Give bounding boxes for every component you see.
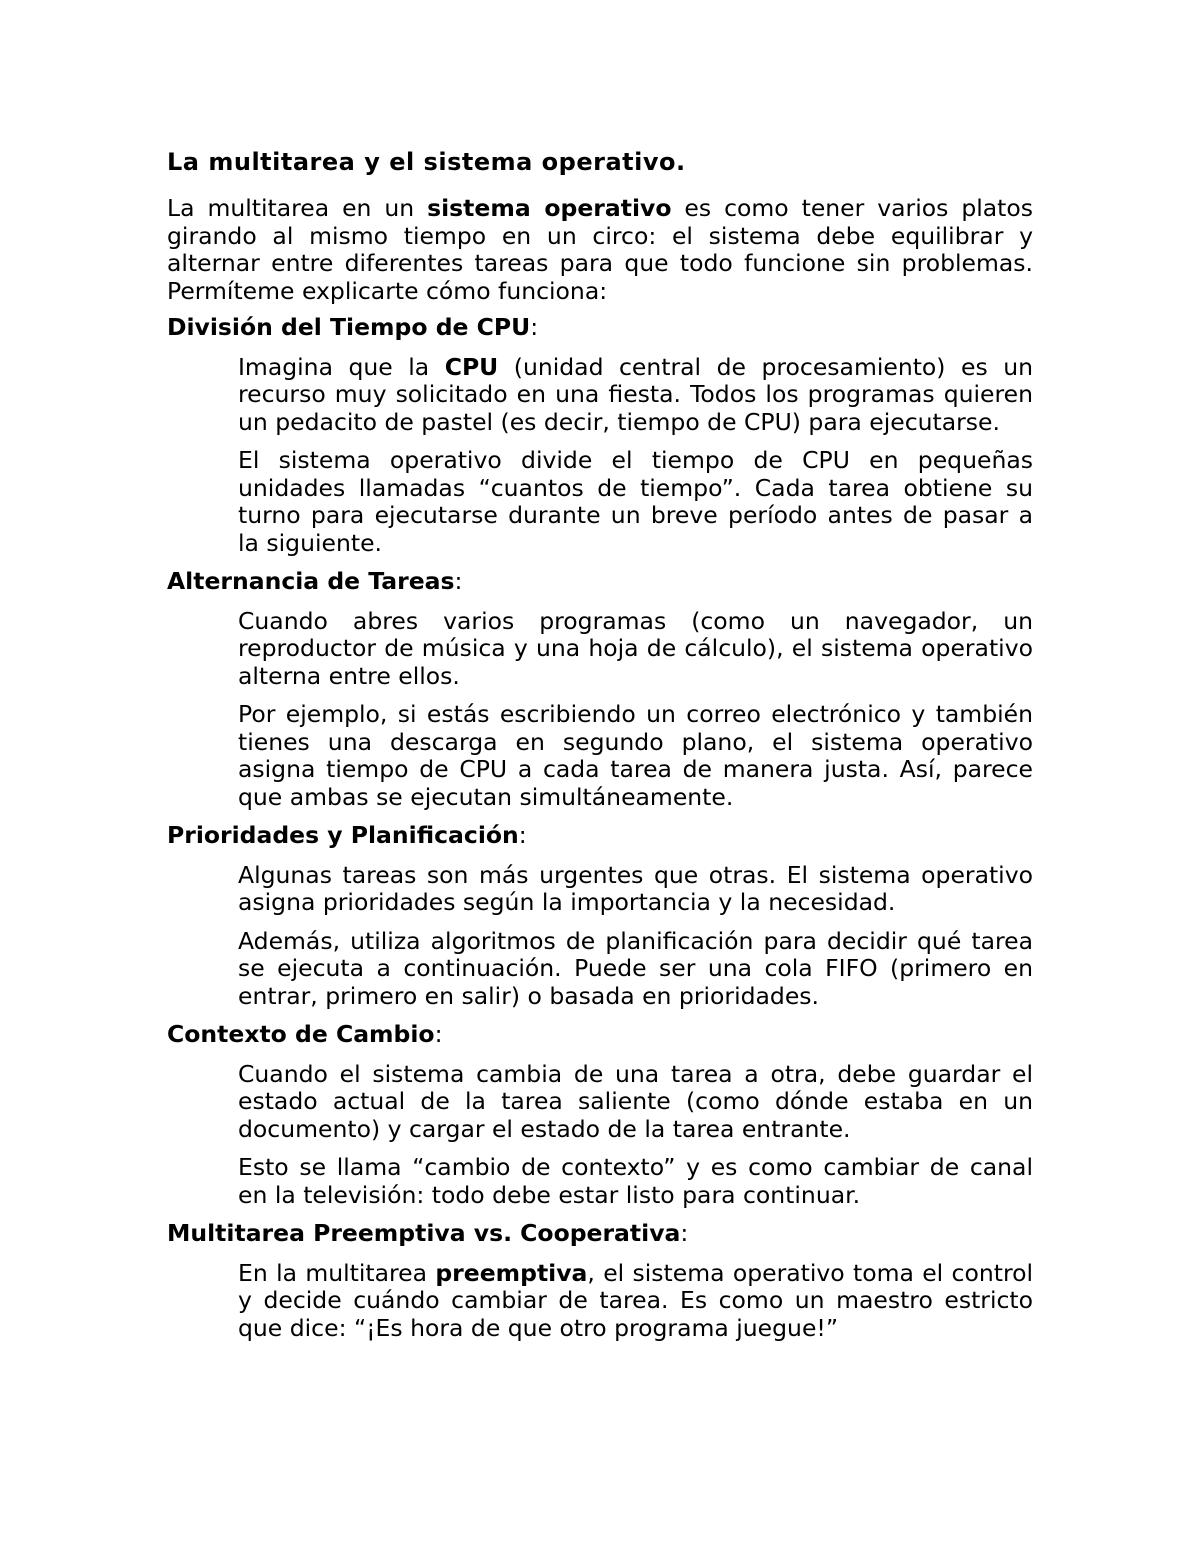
section-paragraph: Cuando el sistema cambia de una tarea a otra, debe guardar el estado actual de la tarea saliente (como dónde estaba en un documento) y cargar el estado de la tarea entrante. [238,1059,1033,1143]
intro-bold-term: sistema operativo [427,194,672,222]
section-heading-colon: : [434,1020,443,1048]
section-paragraph: Por ejemplo, si estás escribiendo un correo electrónico y también tienes una descarga en segundo plano, el sistema operativo asigna tiempo de CPU a cada tarea de manera justa. Así, parece que ambas se ejecutan simultáneamente. [238,700,1033,811]
section-paragraph: Cuando abres varios programas (como un navegador, un reproductor de música y una hoja de cálculo), el sistema operativo alterna entre ellos. [238,606,1033,690]
paragraph-text-2: (unidad central de procesamiento) es un recurso muy solicitado en una fiesta. Todos los programas quieren un pedacito de pastel (es decir, tiempo de CPU) para ejecutarse. [238,352,1033,436]
section-heading-context-switch [167,1021,1033,1049]
section-heading-text: Multitarea Preemptiva vs. Cooperativa [167,1219,681,1247]
bold-term-cpu: CPU [444,352,499,381]
section-heading-text: División del Tiempo de CPU [167,313,531,341]
section-paragraph: Algunas tareas son más urgentes que otras. El sistema operativo asigna prioridades según la importancia y la necesidad. [238,860,1033,916]
section-heading-text: Prioridades y Planificación [167,821,519,849]
section-heading-text: Alternancia de Tareas [167,567,455,595]
intro-text-1: La multitarea en un [167,194,428,222]
section-paragraph [238,354,1033,437]
document-page [167,146,1033,1353]
section-heading-colon: : [518,821,527,849]
paragraph-text-2: , el sistema operativo toma el control y decide cuándo cambiar de tarea. Es como un maestro estricto que dice: “¡Es hora de que otro programa juegue!” [238,1258,1033,1342]
section-heading-text: Contexto de Cambio [167,1020,435,1048]
intro-text-2: es como tener varios platos girando al mismo tiempo en un circo: el sistema debe equilibrar y alternar entre diferentes tareas para que todo funcione sin problemas. Permíteme explicarte cómo funciona: [167,194,1033,305]
section-heading-preemptive [167,1220,1033,1248]
section-paragraph: Además, utiliza algoritmos de planificación para decidir qué tarea se ejecuta a continuación. Puede ser una cola FIFO (primero en entrar, primero en salir) o basada en prioridades. [238,926,1033,1010]
section-heading-task-switching [167,568,1033,596]
intro-paragraph [167,195,1033,305]
section-paragraph: Esto se llama “cambio de contexto” y es como cambiar de canal en la televisión: todo debe estar listo para continuar. [238,1153,1033,1209]
section-heading-cpu-time [167,314,1033,342]
section-paragraph [238,1260,1033,1343]
section-heading-priorities [167,822,1033,850]
section-heading-colon: : [680,1219,689,1247]
paragraph-text-1: En la multitarea [238,1258,436,1287]
section-heading-colon: : [454,567,463,595]
document-title: La multitarea y el sistema operativo. [167,148,686,176]
bold-term-preemptive: preemptiva [435,1258,588,1287]
section-paragraph: El sistema operativo divide el tiempo de CPU en pequeñas unidades llamadas “cuantos de tiempo”. Cada tarea obtiene su turno para ejecutarse durante un breve período antes de pasar a la siguiente. [238,446,1033,557]
paragraph-text-1: Imagina que la [238,352,445,381]
section-heading-colon: : [530,313,539,341]
